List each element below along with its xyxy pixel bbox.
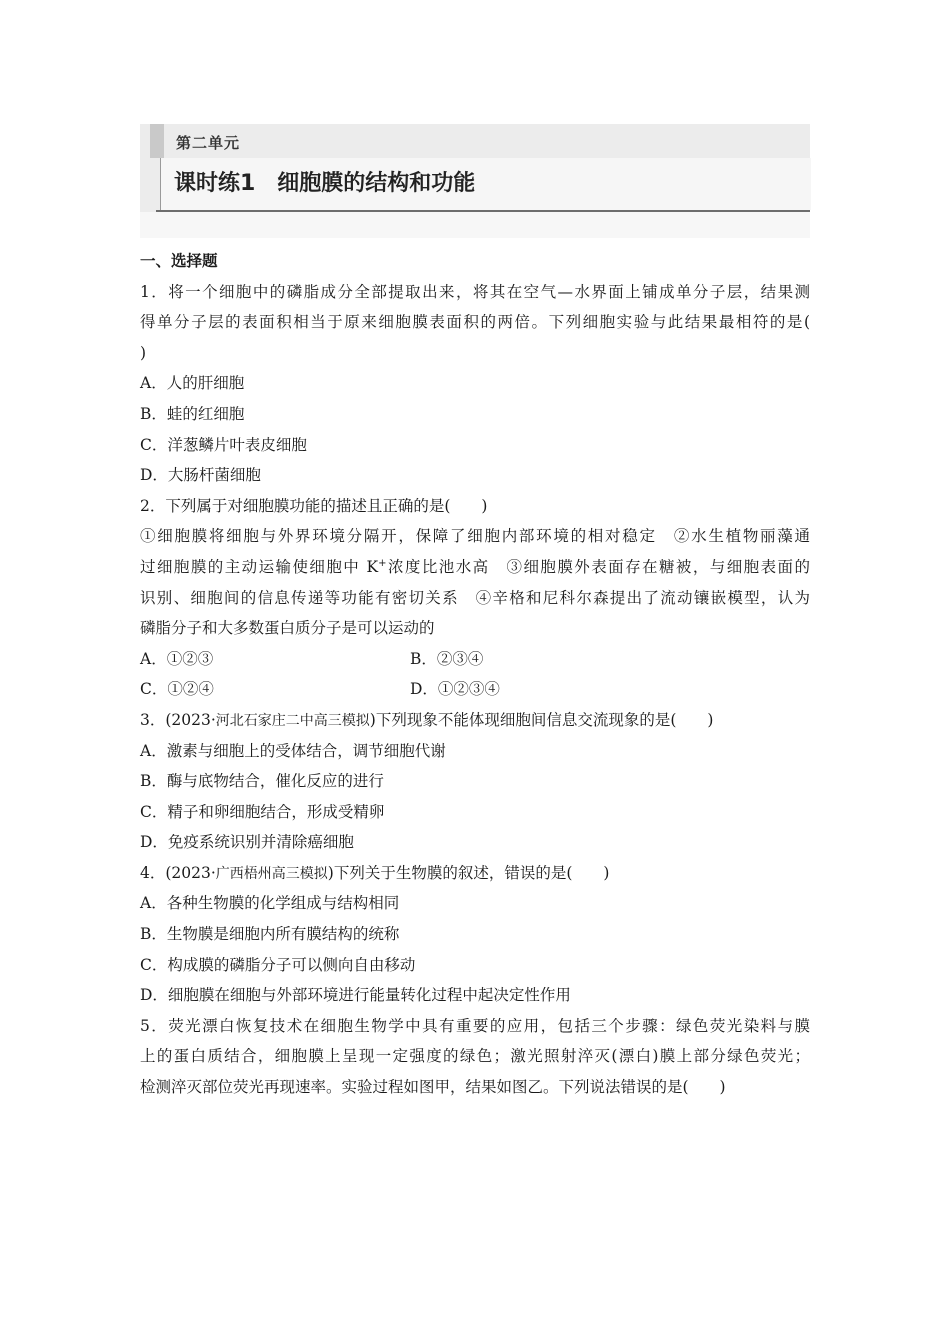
- statement-text: 浓度比池水高 ③细胞膜外表面存在糖被，与细胞表面的: [386, 557, 810, 576]
- question-4: [140, 858, 810, 1011]
- option-b: B．生物膜是细胞内所有膜结构的统称: [140, 925, 400, 944]
- option-b: B．酶与底物结合，催化反应的进行: [140, 772, 384, 791]
- question-number: 3．: [140, 710, 166, 729]
- statement-line: 磷脂分子和大多数蛋白质分子是可以运动的: [140, 619, 435, 638]
- source-open: (2023·: [165, 710, 216, 729]
- question-stem: [140, 858, 810, 889]
- header-shadow: [140, 212, 810, 238]
- question-number: 4．: [140, 863, 166, 882]
- question-3: [140, 705, 810, 858]
- options-row: [140, 644, 810, 675]
- worksheet-content: [140, 246, 810, 1103]
- option-b: B．蛙的红细胞: [140, 404, 245, 423]
- header-accent: [150, 124, 164, 158]
- question-stem: [140, 705, 810, 736]
- option-a: A．人的肝细胞: [140, 374, 245, 393]
- option-b: B．②③④: [410, 649, 484, 668]
- superscript-plus: +: [378, 557, 387, 569]
- question-stem-line: 得单分子层的表面积相当于原来细胞膜表面积的两倍。下列细胞实验与此结果最相符的是(: [140, 313, 810, 332]
- option-d: D．细胞膜在细胞与外部环境进行能量转化过程中起决定性作用: [140, 986, 571, 1005]
- question-stem-line: 1．将一个细胞中的磷脂成分全部提取出来，将其在空气—水界面上铺成单分子层，结果测: [140, 282, 810, 301]
- section-title: 一、选择题: [140, 251, 218, 270]
- question-source: 河北石家庄二中高三模拟: [215, 712, 370, 729]
- option-d: D．大肠杆菌细胞: [140, 466, 261, 485]
- question-text: )下列现象不能体现细胞间信息交流现象的是( ): [369, 710, 714, 729]
- option-a: A．激素与细胞上的受体结合，调节细胞代谢: [140, 741, 446, 760]
- statement-line: 识别、细胞间的信息传递等功能有密切关系 ④辛格和尼科尔森提出了流动镶嵌模型，认为: [140, 588, 810, 607]
- question-stem: 2．下列属于对细胞膜功能的描述且正确的是( ): [140, 496, 488, 515]
- question-stem-line: 5．荧光漂白恢复技术在细胞生物学中具有重要的应用，包括三个步骤：绿色荧光染料与膜: [140, 1016, 810, 1035]
- statement-line: ①细胞膜将细胞与外界环境分隔开，保障了细胞内部环境的相对稳定 ②水生植物丽藻通: [140, 527, 810, 546]
- option-c: C．精子和卵细胞结合，形成受精卵: [140, 802, 385, 821]
- source-open: (2023·: [165, 863, 216, 882]
- question-source: 广西梧州高三模拟: [215, 865, 328, 882]
- option-d: D．免疫系统识别并清除癌细胞: [140, 833, 354, 852]
- question-stem-line: 上的蛋白质结合，细胞膜上呈现一定强度的绿色；激光照射淬灭(漂白)膜上部分绿色荧光；: [140, 1047, 810, 1066]
- question-1: [140, 277, 810, 491]
- option-a: A．①②③: [140, 649, 214, 668]
- question-5: [140, 1011, 810, 1103]
- statement-text: 过细胞膜的主动运输使细胞中 K: [140, 557, 379, 576]
- option-c: C．构成膜的磷脂分子可以侧向自由移动: [140, 955, 416, 974]
- option-c: C．洋葱鳞片叶表皮细胞: [140, 435, 307, 454]
- statement-line: [140, 552, 810, 583]
- question-stem-line: 检测淬灭部位荧光再现速率。实验过程如图甲，结果如图乙。下列说法错误的是( ): [140, 1078, 726, 1097]
- option-c: C．①②④: [140, 680, 214, 699]
- option-d: D．①②③④: [410, 680, 500, 699]
- options-row: [140, 674, 810, 705]
- unit-label: 第二单元: [176, 134, 241, 152]
- question-text: )下列关于生物膜的叙述，错误的是( ): [327, 863, 610, 882]
- question-stem-line: ): [140, 343, 147, 362]
- question-2: [140, 491, 810, 705]
- lesson-title: 课时练1 细胞膜的结构和功能: [174, 171, 476, 196]
- option-a: A．各种生物膜的化学组成与结构相同: [140, 894, 400, 913]
